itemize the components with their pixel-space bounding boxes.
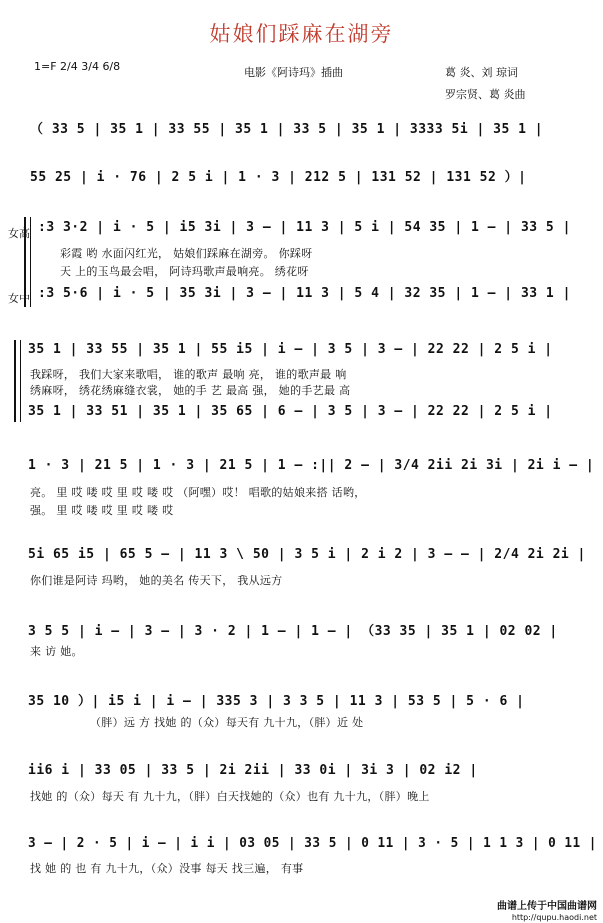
notation-line: 3 – | 2 · 5 | i – | i i | 03 05 | 33 5 | 0 11 | 3 · 5 | 1 1 3 | 0 11 | xyxy=(28,836,597,851)
notation-line: （ 33 5 | 35 1 | 33 55 | 35 1 | 33 5 | 35 1 | 3333 5i | 35 1 | xyxy=(30,122,544,137)
lyric-line: 我踩呀， 我们大家来歌唱， 谁的歌声 最响 亮， 谁的歌声最 响 xyxy=(30,368,347,381)
lyric-line: 天 上的玉鸟最会唱， 阿诗玛歌声最响亮。 绣花呀 xyxy=(60,265,309,278)
notation-line: 5i 65 i5 | 65 5 – | 11 3 \ 50 | 3 5 i | 2 i 2 | 3 – – | 2/4 2i 2i | xyxy=(28,547,586,562)
system-barline-2 xyxy=(20,340,21,422)
lyric-line: 找她 的（众）每天 有 九十九，（胖）白天找她的（众）也有 九十九，（胖）晚上 xyxy=(30,790,430,803)
notation-line: 55 25 | i · 76 | 2 5 i | 1 · 3 | 212 5 | 131 52 | 131 52 ）| xyxy=(30,170,527,185)
part-label-upper: 女高 xyxy=(8,227,30,240)
lyric-line: 绣麻呀， 绣花绣麻缝衣裳， 她的手 艺 最高 强， 她的手艺最 高 xyxy=(30,384,351,397)
lyric-line: 强。 里 哎 喽 哎 里 哎 喽 哎 xyxy=(30,504,174,517)
notation-line: ii6 i | 33 05 | 33 5 | 2i 2ii | 33 0i | 3i 3 | 02 i2 | xyxy=(28,763,478,778)
notation-line: 35 1 | 33 55 | 35 1 | 55 i5 | i – | 3 5 | 3 – | 22 22 | 2 5 i | xyxy=(28,342,553,357)
composer: 罗宗贤、葛 炎曲 xyxy=(445,88,526,101)
notation-line: 35 10 ）| i5 i | i – | 335 3 | 3 3 5 | 11 3 | 53 5 | 5 · 6 | xyxy=(28,694,525,709)
part-label-lower: 女中 xyxy=(8,292,30,305)
lyric-line: 彩霞 哟 水面闪红光， 姑娘们踩麻在湖旁。 你踩呀 xyxy=(60,247,313,260)
lyric-line: 找 她 的 也 有 九十九，（众）没事 每天 找三遍， 有事 xyxy=(30,862,304,875)
song-title: 姑娘们踩麻在湖旁 xyxy=(209,22,394,46)
system-brace-1 xyxy=(24,217,26,307)
system-brace-2 xyxy=(14,340,16,422)
song-subtitle: 电影《阿诗玛》插曲 xyxy=(244,66,343,79)
watermark-url: http://qupu.haodi.net xyxy=(511,913,597,922)
lyricist: 葛 炎、刘 琼词 xyxy=(445,66,518,79)
notation-line: 3 5 5 | i – | 3 – | 3 · 2 | 1 – | 1 – | （33 35 | 35 1 | 02 02 | xyxy=(28,624,558,639)
lyric-line: 来 访 她。 xyxy=(30,645,83,658)
notation-line: :3 5·6 | i · 5 | 35 3i | 3 – | 11 3 | 5 4 | 32 35 | 1 – | 33 1 | xyxy=(38,286,571,301)
notation-line: :3 3·2 | i · 5 | i5 3i | 3 – | 11 3 | 5 i | 54 35 | 1 – | 33 5 | xyxy=(38,220,571,235)
system-barline-1 xyxy=(30,217,31,307)
notation-line: 1 · 3 | 21 5 | 1 · 3 | 21 5 | 1 – :|| 2 – | 3/4 2ii 2i 3i | 2i i – | xyxy=(28,458,595,473)
lyric-line: 亮。 里 哎 喽 哎 里 哎 喽 哎 （阿嘿）哎！ 唱歌的姑娘来搭 话哟， xyxy=(30,486,366,499)
lyric-line: （胖）远 方 找她 的（众）每天有 九十九，（胖）近 处 xyxy=(90,716,364,729)
key-signature: 1=F 2/4 3/4 6/8 xyxy=(34,60,121,73)
lyric-line: 你们谁是阿诗 玛哟， 她的美名 传天下， 我从远方 xyxy=(30,574,283,587)
watermark-site: 曲谱上传于中国曲谱网 xyxy=(497,901,597,912)
notation-line: 35 1 | 33 51 | 35 1 | 35 65 | 6 – | 3 5 | 3 – | 22 22 | 2 5 i | xyxy=(28,404,553,419)
